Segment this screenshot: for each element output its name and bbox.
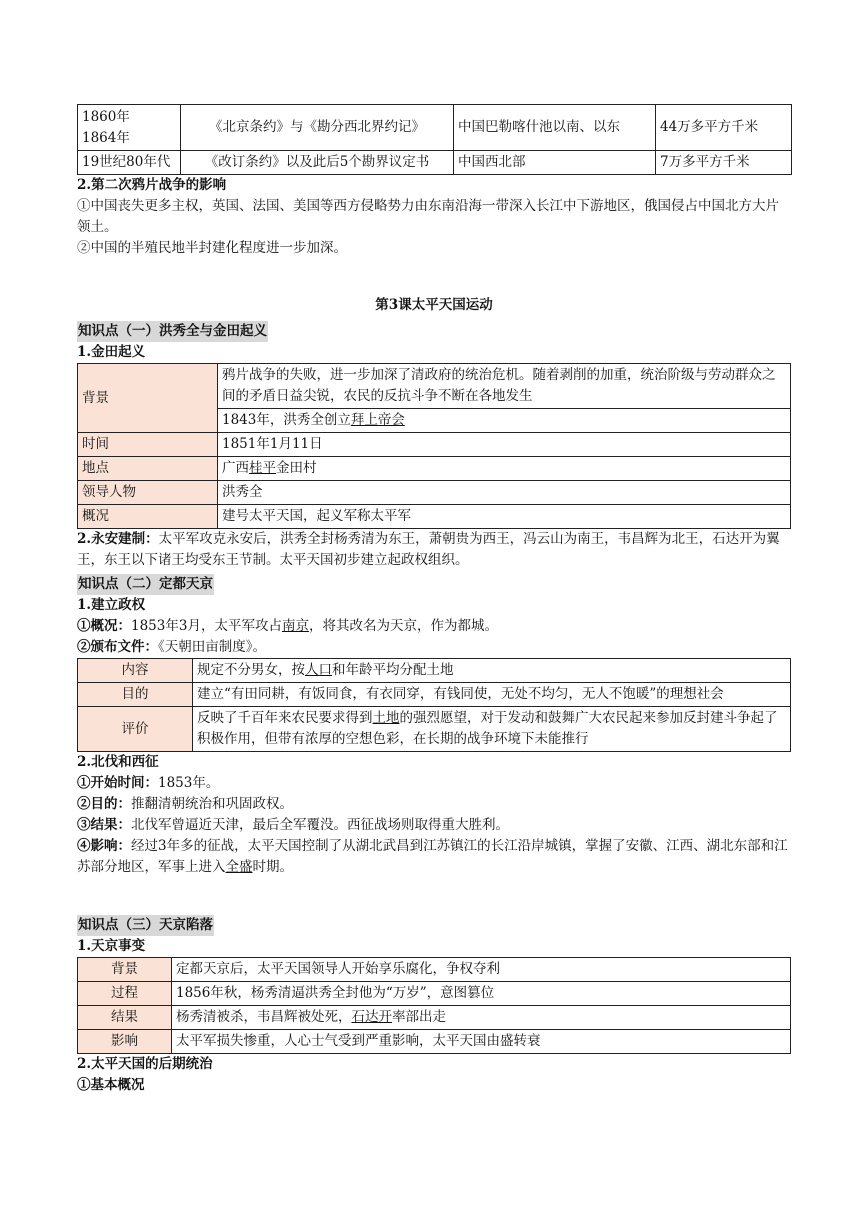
effect-text-cell: 太平军损失惨重，人心士气受到严重影响，太平天国由盛转衰 xyxy=(172,1030,791,1054)
jintian-table xyxy=(77,363,791,529)
table-row xyxy=(78,982,791,1006)
effect-paragraph: ④影响：经过3年多的征战，太平天国控制了从湖北武昌到江苏镇江的长江沿岸城镇，掌握了安徽、江西、湖北东部和江苏部分地区，军事上进入全盛时期。 xyxy=(77,838,788,875)
influence-heading: 2.第二次鸦片战争的影响 xyxy=(77,177,227,193)
basic-overview-heading: ①基本概况 xyxy=(77,1077,145,1093)
document-paragraph: ②颁布文件：《天朝田亩制度》。 xyxy=(77,639,266,655)
territory-table xyxy=(77,104,792,175)
establish-heading: 1.建立政权 xyxy=(77,597,146,613)
time-label-cell: 时间 xyxy=(78,433,218,457)
table-row xyxy=(78,151,792,175)
land-system-table xyxy=(77,658,791,752)
territory-table-wrap xyxy=(77,104,791,175)
evaluation-label-cell: 评价 xyxy=(78,707,193,752)
background-label-cell: 背景 xyxy=(78,958,172,982)
area-cell: 中国巴勒喀什池以南、以东 xyxy=(454,105,656,151)
table-row xyxy=(78,958,791,982)
result-label-cell: 结果 xyxy=(78,1006,172,1030)
effect-label-cell: 影响 xyxy=(78,1030,172,1054)
table-row xyxy=(78,683,791,707)
aim-text-cell: 建立“有田同耕，有饭同食，有衣同穿，有钱同使，无处不均匀，无人不饱暖”的理想社会 xyxy=(193,683,791,707)
treaty-cell: 《北京条约》与《勘分西北界约记》 xyxy=(181,105,454,151)
size-cell: 7万多平方千米 xyxy=(656,151,792,175)
process-label-cell: 过程 xyxy=(78,982,172,1006)
knowledge-point-2-label: 知识点（二）定都天京 xyxy=(77,574,214,595)
time-text-cell: 1851年1月11日 xyxy=(218,433,791,457)
background-text-cell: 鸦片战争的失败，进一步加深了清政府的统治危机。随着剥削的加重，统治阶级与劳动群众之间的矛盾日益尖锐，农民的反抗斗争不断在各地发生 xyxy=(218,364,791,409)
aim-label-cell: 目的 xyxy=(78,683,193,707)
date-cell: 19世纪80年代 xyxy=(78,151,181,175)
result-paragraph: ③结果：北伐军曾逼近天津，最后全军覆没。西征战场则取得重大胜利。 xyxy=(77,817,509,833)
table-row xyxy=(78,1006,791,1030)
result-text-cell: 杨秀清被杀，韦昌辉被处死，石达开率部出走 xyxy=(172,1006,791,1030)
influence-point-2: ②中国的半殖民地半封建化程度进一步加深。 xyxy=(77,240,347,256)
table-row xyxy=(78,481,791,505)
place-text-cell: 广西桂平金田村 xyxy=(218,457,791,481)
evaluation-text-cell: 反映了千百年来农民要求得到土地的强烈愿望，对于发动和鼓舞广大农民起来参加反封建斗争起了积极作用，但带有浓厚的空想色彩，在长期的战争环境下未能推行 xyxy=(193,707,791,752)
background-text-cell: 1843年，洪秀全创立拜上帝会 xyxy=(218,409,791,433)
knowledge-point-3-label: 知识点（三）天京陷落 xyxy=(77,915,214,936)
process-text-cell: 1856年秋，杨秀清逼洪秀全封他为“万岁”，意图篡位 xyxy=(172,982,791,1006)
leader-text-cell: 洪秀全 xyxy=(218,481,791,505)
table-row xyxy=(78,105,792,151)
table-row xyxy=(78,364,791,409)
table-row xyxy=(78,457,791,481)
leader-label-cell: 领导人物 xyxy=(78,481,218,505)
tianjing-incident-heading: 1.天京事变 xyxy=(77,938,146,954)
overview-label-cell: 概况 xyxy=(78,505,218,529)
influence-point-1: ①中国丧失更多主权，英国、法国、美国等西方侵略势力由东南沿海一带深入长江中下游地区，俄国侵占中国北方大片领土。 xyxy=(77,198,779,235)
tianjing-incident-table xyxy=(77,957,791,1054)
area-cell: 中国西北部 xyxy=(454,151,656,175)
background-text-cell: 定都天京后，太平天国领导人开始享乐腐化，争权夺利 xyxy=(172,958,791,982)
jintian-heading: 1.金田起义 xyxy=(77,344,146,360)
size-cell: 44万多平方千米 xyxy=(656,105,792,151)
place-label-cell: 地点 xyxy=(78,457,218,481)
content-text-cell: 规定不分男女，按人口和年龄平均分配土地 xyxy=(193,659,791,683)
treaty-cell: 《改订条约》以及此后5个勘界议定书 xyxy=(181,151,454,175)
overview-paragraph: ①概况：1853年3月，太平军攻占南京，将其改名为天京，作为都城。 xyxy=(77,618,498,634)
table-row xyxy=(78,505,791,529)
table-row xyxy=(78,433,791,457)
yongan-paragraph: 2.永安建制：太平军攻克永安后，洪秀全封杨秀清为东王，萧朝贵为西王，冯云山为南王，韦昌辉为北王，石达开为翼王，东王以下诸王均受东王节制。太平天国初步建立起政权组织。 xyxy=(77,531,780,568)
overview-text-cell: 建号太平天国，起义军称太平军 xyxy=(218,505,791,529)
northern-expedition-heading: 2.北伐和西征 xyxy=(77,754,159,770)
background-label-cell: 背景 xyxy=(78,364,218,433)
table-row xyxy=(78,707,791,752)
table-row xyxy=(78,659,791,683)
lesson-title: 第3课太平天国运动 xyxy=(375,297,493,313)
knowledge-point-1-label: 知识点（一）洪秀全与金田起义 xyxy=(77,321,268,342)
start-time-paragraph: ①开始时间：1853年。 xyxy=(77,775,220,791)
date-cell: 1860年 1864年 xyxy=(78,105,181,151)
aim-paragraph: ②目的：推翻清朝统治和巩固政权。 xyxy=(77,796,293,812)
content-label-cell: 内容 xyxy=(78,659,193,683)
table-row xyxy=(78,1030,791,1054)
later-rule-heading: 2.太平天国的后期统治 xyxy=(77,1056,213,1072)
